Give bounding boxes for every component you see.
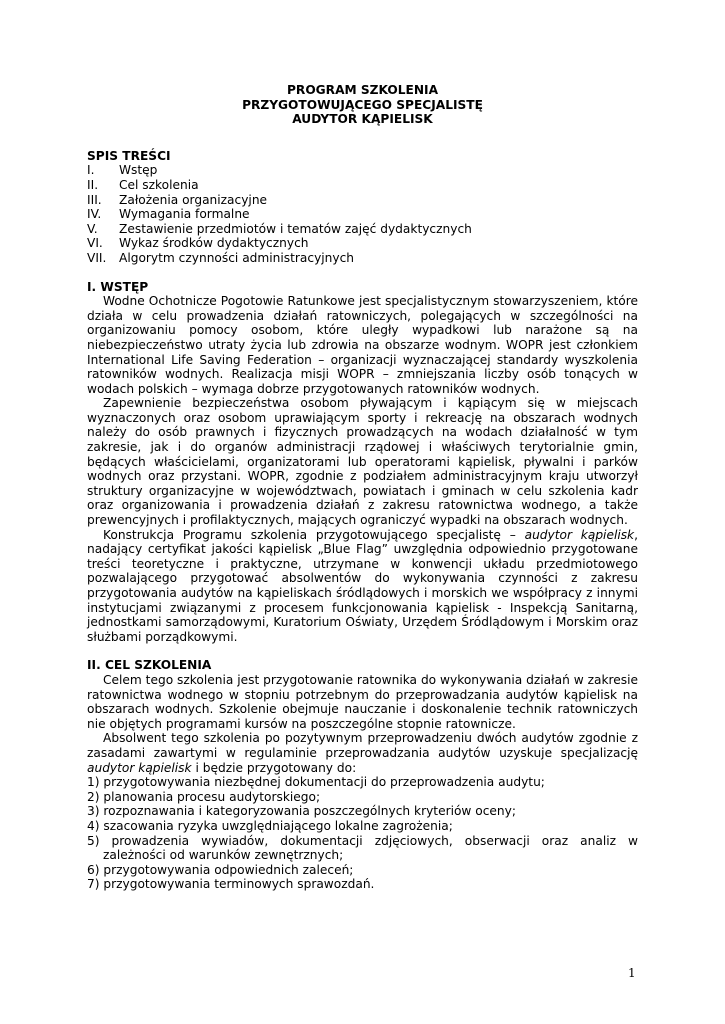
section-1-paragraph-2: Zapewnienie bezpieczeństwa osobom pływającym i kąpiącym się w miejscach wyznaczonych oraz osobom uprawiającym sporty i rekreację na obszarach wodnych należy do osób prawnych i fizycznych prowadzących na wodach działalność w tym zakresie, jak i do organów administracji rządowej i właściwych terytorialnie gmin, będących właścicielami, organizatorami lub operatorami kąpielisk, pływalni i parków wodnych oraz przystani. WOPR, zgodnie z podziałem administracyjnym kraju utworzył struktury organizacyjne w województwach, powiatach i gminach w celu szkolenia kadr oraz organizowania i prowadzenia działań z zakresu ratownictwa wodnego, a także prewencyjnych i profilaktycznych, mających ograniczyć wypadki na obszarach wodnych.	[87, 396, 638, 528]
list-item: 2) planowania procesu audytorskiego;	[87, 789, 321, 804]
paragraph-text: i będzie przygotowany do:	[191, 760, 357, 775]
section-2-heading: II. CEL SZKOLENIA	[87, 658, 212, 673]
emphasis-text: audytor kąpielisk	[524, 527, 635, 542]
toc-item-number: VII.	[87, 250, 107, 265]
toc-item	[87, 207, 638, 222]
toc-item-label: Wykaz środków dydaktycznych	[119, 236, 309, 251]
section-1-paragraph-1: Wodne Ochotnicze Pogotowie Ratunkowe jest specjalistycznym stowarzyszeniem, które działa w celu prowadzenia działań ratowniczych, polegających w szczególności na organizowaniu pomocy osobom, które uległy wypadkowi lub narażone są na niebezpieczeństwo utraty życia lub zdrowia na obszarze wodnym. WOPR jest członkiem International Life Saving Federation – organizacji wyznaczającej standardy wyszkolenia ratowników wodnych. Realizacja misji WOPR – zmniejszania liczby osób tonących w wodach polskich – wymaga dobrze przygotowanych ratowników wodnych.	[87, 294, 638, 396]
toc-item-label: Wstęp	[119, 163, 158, 178]
section-2-paragraph-2	[87, 731, 638, 775]
list-item: 1) przygotowywania niezbędnej dokumentacji do przeprowadzenia audytu;	[87, 775, 545, 790]
paragraph-text: Absolwent tego szkolenia po pozytywnym przeprowadzeniu dwóch audytów zgodnie z zasadami zawartymi w regulaminie przeprowadzania audytów uzyskuje specjalizację	[87, 731, 638, 760]
list-item: 6) przygotowywania odpowiednich zaleceń;	[87, 862, 354, 877]
toc-item-label: Algorytm czynności administracyjnych	[119, 250, 355, 265]
list-item: 7) przygotowywania terminowych sprawozdań.	[87, 877, 375, 892]
emphasis-text: audytor kąpielisk	[87, 760, 192, 775]
toc-item-label: Cel szkolenia	[119, 177, 199, 192]
toc-item	[87, 163, 638, 178]
paragraph-text: , nadający certyfikat jakości kąpielisk „Blue Flag” uwzględnia odpowiednio przygotowane treści teoretyczne i praktyczne, utrzymane w konwencji układu przedmiotowego pozwalającego przygotować absolwentów do wykonywania czynności z zakresu przygotowania audytów na kąpieliskach śródlądowych i morskich we współpracy z innymi instytucjami związanymi z procesem funkcjonowania kąpielisk - Inspekcją Sanitarną, jednostkami samorządowymi, Kuratorium Oświaty, Urzędem Śródlądowym i Morskim oraz służbami porządkowymi.	[87, 527, 638, 644]
section-2-paragraph-1: Celem tego szkolenia jest przygotowanie ratownika do wykonywania działań w zakresie ratownictwa wodnego w stopniu potrzebnym do przeprowadzania audytów kąpielisk na obszarach wodnych. Szkolenie obejmuje nauczanie i doskonalenie technik ratowniczych nie objętych programami kursów na poszczególne stopnie ratownicze.	[87, 672, 638, 731]
toc-item	[87, 178, 638, 193]
table-of-contents	[87, 163, 638, 265]
page-number: 1	[628, 966, 636, 980]
section-1-paragraph-3	[87, 528, 638, 645]
title-line-1: PROGRAM SZKOLENIA	[287, 83, 438, 97]
paragraph-text: Konstrukcja Programu szkolenia przygotowującego specjalistę –	[103, 527, 525, 542]
toc-item	[87, 193, 638, 208]
list-item: 4) szacowania ryzyka uwzględniającego lokalne zagrożenia;	[87, 818, 453, 833]
document-title	[87, 83, 638, 127]
toc-item-number: V.	[87, 221, 98, 236]
toc-item-number: I.	[87, 163, 95, 178]
list-item: 3) rozpoznawania i kategoryzowania poszczególnych kryteriów oceny;	[87, 804, 516, 819]
toc-heading: SPIS TREŚCI	[87, 148, 171, 163]
section-1-heading: I. WSTĘP	[87, 279, 149, 294]
toc-item-number: II.	[87, 177, 99, 192]
toc-item-label: Wymagania formalne	[119, 207, 250, 222]
toc-item-label: Zestawienie przedmiotów i tematów zajęć dydaktycznych	[119, 221, 472, 236]
goals-list	[87, 775, 638, 892]
toc-item-number: VI.	[87, 236, 103, 251]
toc-item	[87, 251, 638, 266]
toc-item-number: III.	[87, 192, 102, 207]
list-item: 5) prowadzenia wywiadów, dokumentacji zdjęciowych, obserwacji oraz analiz w zależności od warunków zewnętrznych;	[87, 833, 638, 863]
toc-item	[87, 222, 638, 237]
toc-item-label: Założenia organizacyjne	[119, 192, 268, 207]
document-page	[87, 83, 638, 892]
toc-item-number: IV.	[87, 207, 102, 222]
toc-item	[87, 236, 638, 251]
title-line-2: PRZYGOTOWUJĄCEGO SPECJALISTĘ	[242, 97, 483, 112]
title-line-3: AUDYTOR KĄPIELISK	[292, 112, 433, 127]
